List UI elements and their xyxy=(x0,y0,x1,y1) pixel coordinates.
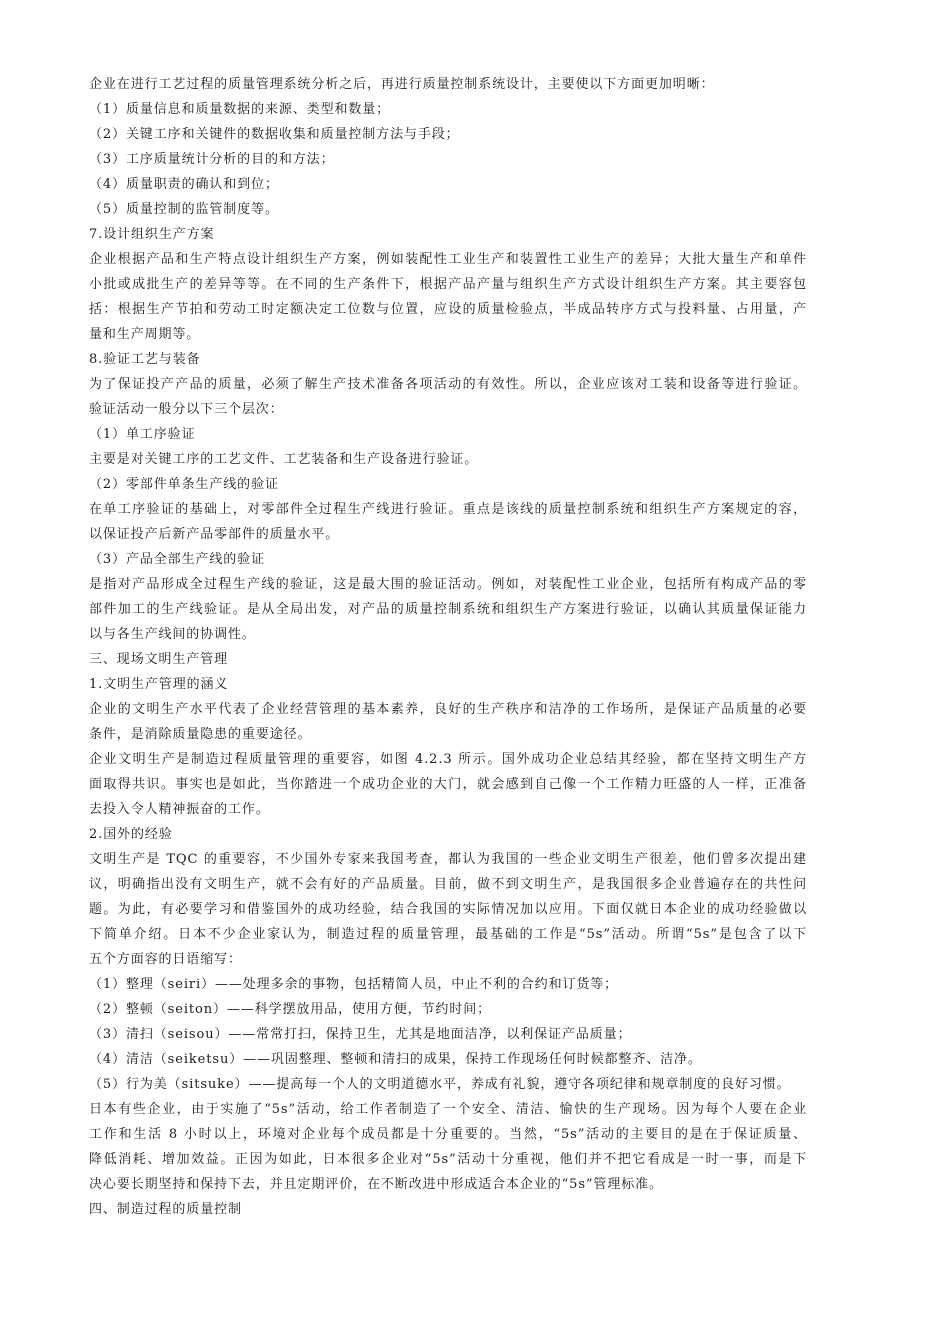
paragraph-line: 题。为此，有必要学习和借鉴国外的成功经验，结合我国的实际情况加以应用。下面仅就日本企业的成功经验做以 xyxy=(89,902,807,917)
document-page xyxy=(89,72,807,1222)
paragraph-line: 量和生产周期等。 xyxy=(89,327,201,342)
paragraph-line: 企业的文明生产水平代表了企业经营管理的基本素养，良好的生产秩序和洁净的工作场所，是保证产品质量的必要 xyxy=(89,702,807,717)
paragraph-line: 企业文明生产是制造过程质量管理的重要容，如图 4.2.3 所示。国外成功企业总结其经验，都在坚持文明生产方 xyxy=(89,752,807,767)
paragraph-line: 括：根据生产节拍和劳动工时定额决定工位数与位置，应设的质量检验点，半成品转序方式与投料量、占用量，产 xyxy=(89,302,807,317)
paragraph-line: 以保证投产后新产品零部件的质量水平。 xyxy=(89,527,340,542)
paragraph-line: （3）工序质量统计分析的目的和方法； xyxy=(89,152,335,167)
paragraph-line: 文明生产是 TQC 的重要容，不少国外专家来我国考查，都认为我国的一些企业文明生产很差，他们曾多次提出建 xyxy=(89,852,807,867)
paragraph-line: 工作和生活 8 小时以上，环境对企业每个成员都是十分重要的。当然，“5s”活动的主要目的是在于保证质量、 xyxy=(89,1127,807,1142)
paragraph-line: 议，明确指出没有文明生产，就不会有好的产品质量。目前，做不到文明生产，是我国很多企业普遍存在的共性问 xyxy=(89,877,807,892)
paragraph-line: （4）清洁（seiketsu）——巩固整理、整顿和清扫的成果，保持工作现场任何时候都整齐、洁净。 xyxy=(89,1052,702,1067)
paragraph-line: （1）整理（seiri）——处理多余的事物，包括精简人员，中止不利的合约和订货等； xyxy=(89,977,619,992)
section-heading: 8.验证工艺与装备 xyxy=(89,352,201,367)
paragraph-line: 主要是对关键工序的工艺文件、工艺装备和生产设备进行验证。 xyxy=(89,452,479,467)
section-heading: 四、制造过程的质量控制 xyxy=(89,1202,242,1217)
paragraph-line: （1）单工序验证 xyxy=(89,427,196,442)
paragraph-line: 下简单介绍。日本不少企业家认为，制造过程的质量管理，最基础的工作是“5s”活动。所谓“5s”是包含了以下 xyxy=(89,927,807,942)
paragraph-line: 以与各生产线间的协调性。 xyxy=(89,627,256,642)
paragraph-line: 部件加工的生产线验证。是从全局出发，对产品的质量控制系统和组织生产方案进行验证，以确认其质量保证能力 xyxy=(89,602,807,617)
section-heading: 三、现场文明生产管理 xyxy=(89,652,229,667)
paragraph-line: 为了保证投产产品的质量，必须了解生产技术准备各项活动的有效性。所以，企业应该对工装和设备等进行验证。 xyxy=(89,377,807,392)
paragraph-line: （5）质量控制的监管制度等。 xyxy=(89,202,279,217)
section-heading: 7.设计组织生产方案 xyxy=(89,227,215,242)
paragraph-line: 在单工序验证的基础上，对零部件全过程生产线进行验证。重点是该线的质量控制系统和组织生产方案规定的容， xyxy=(89,502,807,517)
paragraph-line: （3）产品全部生产线的验证 xyxy=(89,552,265,567)
paragraph-line: 条件，是消除质量隐患的重要途径。 xyxy=(89,727,312,742)
paragraph-line: 五个方面容的日语缩写： xyxy=(89,952,242,967)
section-heading: 2.国外的经验 xyxy=(89,827,173,842)
paragraph-line: 面取得共识。事实也是如此，当你踏进一个成功企业的大门，就会感到自己像一个工作精力旺盛的人一样，正准备 xyxy=(89,777,807,792)
paragraph-line: 是指对产品形成全过程生产线的验证，这是最大围的验证活动。例如，对装配性工业企业，包括所有构成产品的零 xyxy=(89,577,807,592)
section-heading: 1.文明生产管理的涵义 xyxy=(89,677,229,692)
paragraph-line: 验证活动一般分以下三个层次： xyxy=(89,402,284,417)
paragraph-line: 日本有些企业，由于实施了“5s”活动，给工作者制造了一个安全、清洁、愉快的生产现场。因为每个人要在企业 xyxy=(89,1102,807,1117)
paragraph-line: （1）质量信息和质量数据的来源、类型和数量； xyxy=(89,102,391,117)
paragraph-line: （5）行为美（sitsuke）——提高每一个人的文明道德水平，养成有礼貌，遵守各项纪律和规章制度的良好习惯。 xyxy=(89,1077,791,1092)
paragraph-line: （4）质量职责的确认和到位； xyxy=(89,177,279,192)
paragraph-line: （2）整顿（seiton）——科学摆放用品，使用方便，节约时间； xyxy=(89,1002,492,1017)
paragraph-line: （3）清扫（seisou）——常常打扫，保持卫生，尤其是地面洁净，以利保证产品质量； xyxy=(89,1027,632,1042)
paragraph-line: 降低消耗、增加效益。正因为如此，日本很多企业对“5s”活动十分重视，他们并不把它看成是一时一事，而是下 xyxy=(89,1152,807,1167)
paragraph-line: 小批或成批生产的差异等等。在不同的生产条件下，根据产品产量与组织生产方式设计组织生产方案。其主要容包 xyxy=(89,277,807,292)
paragraph-line: 企业在进行工艺过程的质量管理系统分析之后，再进行质量控制系统设计，主要使以下方面更加明晰： xyxy=(89,77,715,92)
paragraph-line: 企业根据产品和生产特点设计组织生产方案，例如装配性工业生产和装置性工业生产的差异；大批大量生产和单件 xyxy=(89,252,807,267)
paragraph-line: （2）零部件单条生产线的验证 xyxy=(89,477,279,492)
paragraph-line: （2）关键工序和关键件的数据收集和质量控制方法与手段； xyxy=(89,127,460,142)
paragraph-line: 决心要长期坚持和保持下去，并且定期评价，在不断改进中形成适合本企业的“5s”管理标准。 xyxy=(89,1177,663,1192)
paragraph-line: 去投入令人精神振奋的工作。 xyxy=(89,802,270,817)
